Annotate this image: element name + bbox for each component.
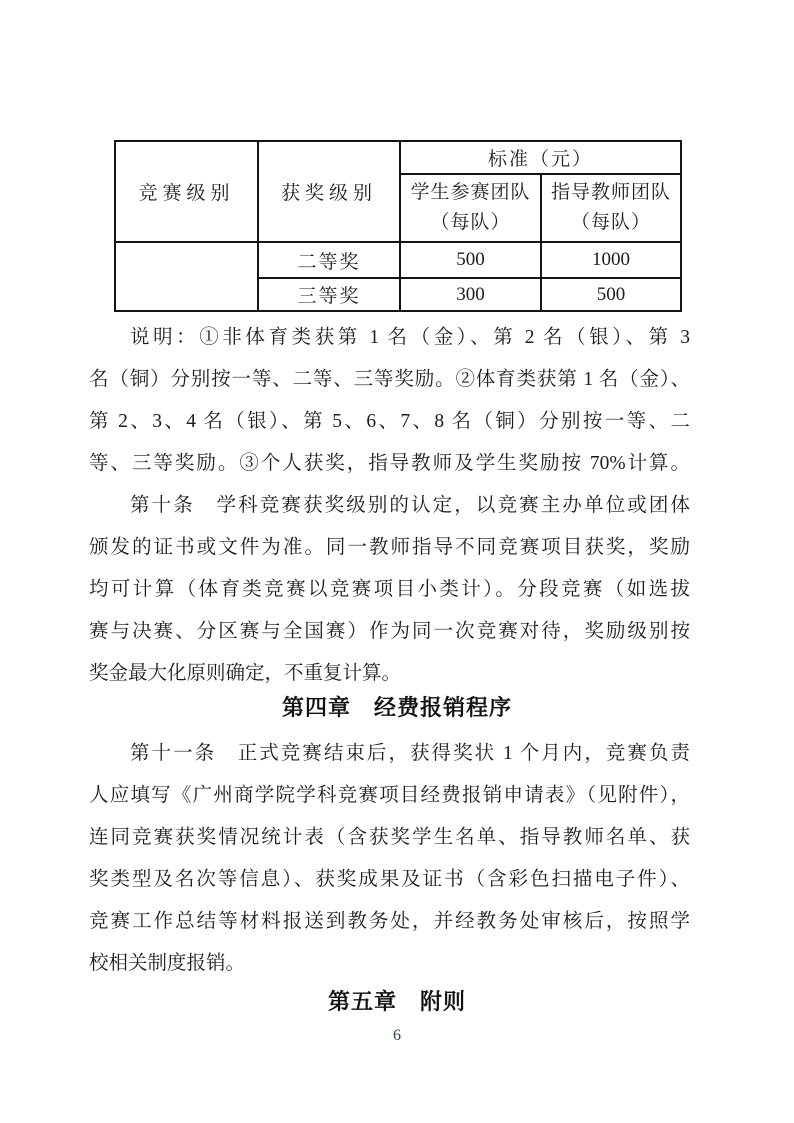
table-row-standard-header <box>115 141 681 174</box>
table-cell-award-third: 三等奖 <box>258 278 400 311</box>
table-cell-student-500: 500 <box>400 242 541 278</box>
article-10-line: 第十条 学科竞赛获奖级别的认定，以竞赛主办单位或团体 <box>130 495 690 516</box>
page-number: 6 <box>393 1027 401 1044</box>
table-cell-teacher-500: 500 <box>541 278 681 311</box>
note-line: 名（铜）分别按一等、二等、三等奖励。②体育类获第 1 名（金）、 <box>89 369 690 390</box>
article-11-line: 校相关制度报销。 <box>89 953 246 974</box>
table-cell-teacher-1000: 1000 <box>541 242 681 278</box>
chapter-4-heading: 第四章 经费报销程序 <box>281 695 512 720</box>
article-10-paragraph <box>89 485 690 695</box>
table-header-student-team <box>400 174 541 242</box>
article-11-line: 第十一条 正式竞赛结束后，获得奖状 1 个月内，竞赛负责 <box>130 743 690 764</box>
table-header-teacher-team <box>541 174 681 242</box>
article-10-line: 赛与决赛、分区赛与全国赛）作为同一次竞赛对待，奖励级别按 <box>89 621 690 642</box>
table-cell-competition-level-empty <box>115 242 258 311</box>
table-header-award-level: 获奖级别 <box>258 141 400 242</box>
student-team-per-team-label: （每队） <box>430 212 511 233</box>
article-10-line: 均可计算（体育类竞赛以竞赛项目小类计）。分段竞赛（如选拔 <box>89 579 690 600</box>
student-team-label: 学生参赛团队 <box>410 182 531 203</box>
table-cell-award-second: 二等奖 <box>258 242 400 278</box>
table-cell-student-300: 300 <box>400 278 541 311</box>
article-11-line: 人应填写《广州商学院学科竞赛项目经费报销申请表》（见附件）， <box>89 785 690 806</box>
note-line: 说明：①非体育类获第 1 名（金）、第 2 名（银）、第 3 <box>130 327 690 348</box>
article-10-line: 奖金最大化原则确定，不重复计算。 <box>89 663 402 684</box>
table-header-competition-level: 竞赛级别 <box>115 141 258 242</box>
teacher-team-label: 指导教师团队 <box>550 182 671 203</box>
article-10-line: 颁发的证书或文件为准。同一教师指导不同竞赛项目获奖，奖励 <box>89 537 690 558</box>
teacher-team-per-team-label: （每队） <box>570 212 651 233</box>
award-standard-table <box>114 140 682 312</box>
article-11-line: 连同竞赛获奖情况统计表（含获奖学生名单、指导教师名单、获 <box>89 827 690 848</box>
table-row-second-prize <box>115 242 681 278</box>
article-11-line: 奖类型及名次等信息）、获奖成果及证书（含彩色扫描电子件）、 <box>89 869 690 890</box>
note-line: 第 2、3、4 名（银）、第 5、6、7、8 名（铜）分别按一等、二 <box>89 411 690 432</box>
note-paragraph <box>89 317 690 485</box>
chapter-5-heading: 第五章 附则 <box>327 989 466 1014</box>
note-line: 等、三等奖励。③个人获奖，指导教师及学生奖励按 70%计算。 <box>89 453 690 474</box>
article-11-paragraph <box>89 733 690 985</box>
table-header-standard-yuan: 标准（元） <box>400 141 681 174</box>
article-11-line: 竞赛工作总结等材料报送到教务处，并经教务处审核后，按照学 <box>89 911 690 932</box>
